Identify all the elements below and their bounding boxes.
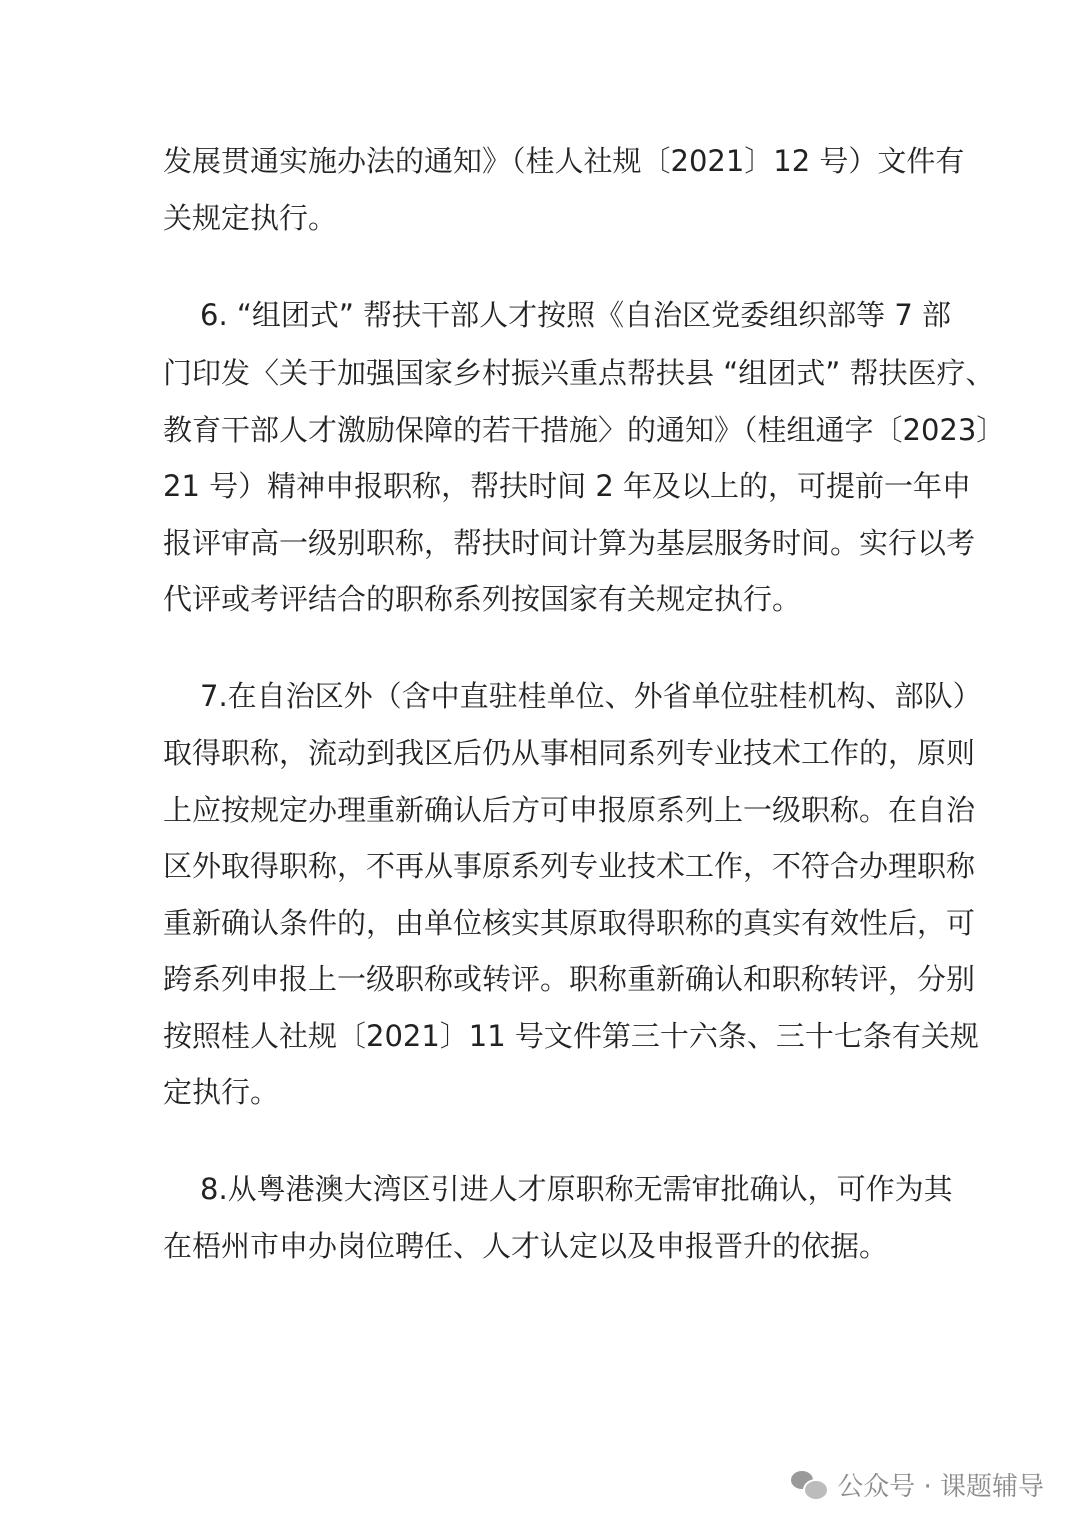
paragraph-7-start: 7.在自治区外（含中直驻桂单位、外省单位驻桂机构、部队） xyxy=(200,679,982,713)
text-line: 重新确认条件的，由单位核实其原取得职称的真实有效性后，可 xyxy=(163,906,976,940)
text-line: 上应按规定办理重新确认后方可申报原系列上一级职称。在自治 xyxy=(163,793,976,827)
text-line: 教育干部人才激励保障的若干措施〉的通知》（桂组通字〔2023〕 xyxy=(163,413,1006,447)
text-line: 代评或考评结合的职称系列按国家有关规定执行。 xyxy=(163,582,802,616)
text-line: 区外取得职称，不再从事原系列专业技术工作，不符合办理职称 xyxy=(163,849,976,883)
text-line: 在梧州市申办岗位聘任、人才认定以及申报晋升的依据。 xyxy=(163,1229,889,1263)
text-line: 21 号）精神申报职称，帮扶时间 2 年及以上的，可提前一年申 xyxy=(163,469,972,503)
watermark-text: 公众号 · 课题辅导 xyxy=(837,1471,1044,1502)
text-line: 按照桂人社规〔2021〕11 号文件第三十六条、三十七条有关规 xyxy=(163,1019,979,1053)
text-line: 关规定执行。 xyxy=(163,201,338,235)
text-line: 发展贯通实施办法的通知》（桂人社规〔2021〕12 号）文件有 xyxy=(163,144,965,178)
text-line: 跨系列申报上一级职称或转评。职称重新确认和职称转评，分别 xyxy=(163,962,976,996)
wechat-icon xyxy=(791,1469,827,1499)
paragraph-8-start: 8.从粤港澳大湾区引进人才原职称无需审批确认，可作为其 xyxy=(200,1172,953,1206)
text-line: 取得职称，流动到我区后仍从事相同系列专业技术工作的，原则 xyxy=(163,736,976,770)
text-line: 报评审高一级别职称，帮扶时间计算为基层服务时间。实行以考 xyxy=(163,526,976,560)
text-line: 定执行。 xyxy=(163,1075,280,1109)
text-line: 门印发〈关于加强国家乡村振兴重点帮扶县 “组团式” 帮扶医疗、 xyxy=(163,356,995,390)
watermark xyxy=(791,1462,1044,1506)
paragraph-6-start: 6. “组团式” 帮扶干部人才按照《自治区党委组织部等 7 部 xyxy=(200,298,952,332)
